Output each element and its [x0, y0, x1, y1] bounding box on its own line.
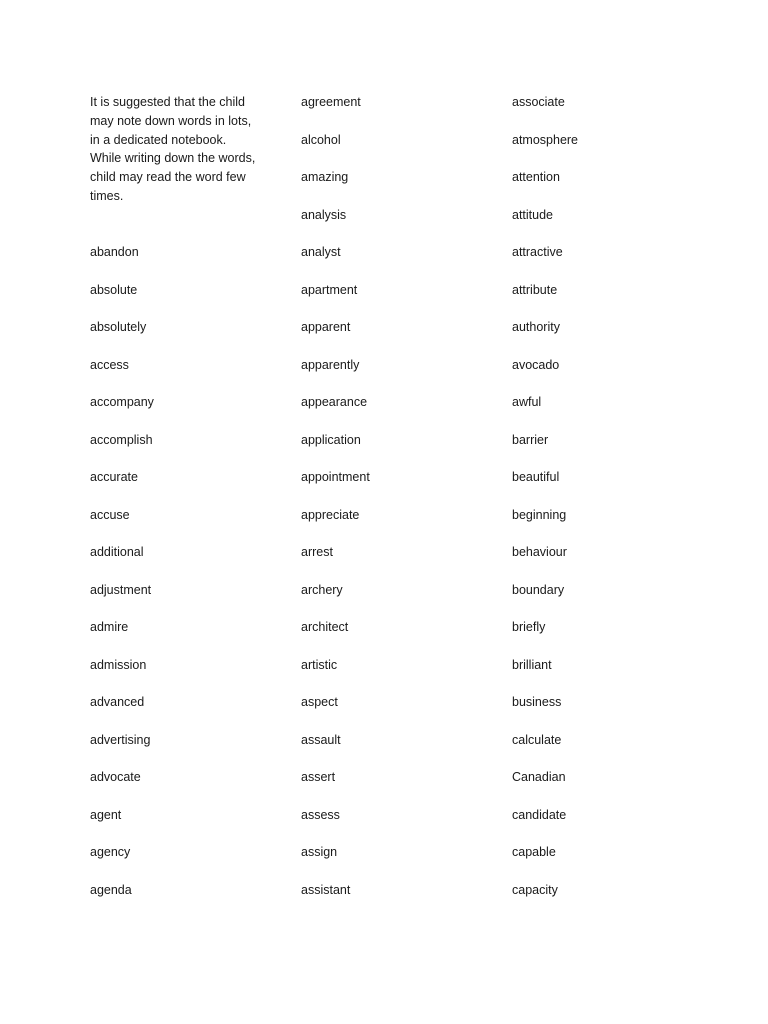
word-item: calculate: [512, 732, 562, 747]
word-item: abandon: [90, 245, 139, 259]
word-item: admire: [90, 620, 129, 634]
word-item: capacity: [512, 882, 558, 897]
word-item: appearance: [301, 395, 368, 409]
word-item: accomplish: [90, 432, 153, 447]
word-item: atmosphere: [512, 132, 579, 147]
word-item: agency: [90, 845, 131, 859]
word-item: apartment: [301, 282, 358, 297]
word-item: accuse: [90, 507, 130, 522]
word-item: artistic: [301, 657, 338, 672]
word-item: additional: [90, 545, 144, 559]
word-item: apparent: [301, 320, 351, 334]
word-item: assistant: [301, 882, 351, 897]
word-item: avocado: [512, 357, 560, 372]
word-item: appreciate: [301, 507, 360, 522]
word-item: assess: [301, 807, 340, 822]
word-item: beginning: [512, 507, 567, 522]
word-item: attitude: [512, 207, 554, 222]
word-item: advocate: [90, 770, 141, 784]
word-item: assign: [301, 845, 338, 859]
word-item: analyst: [301, 245, 341, 259]
word-item: accompany: [90, 395, 154, 409]
word-item: attention: [512, 170, 560, 184]
word-item: agent: [90, 807, 122, 822]
word-item: adjustment: [90, 582, 152, 597]
word-item: aspect: [301, 695, 338, 709]
word-item: capable: [512, 845, 556, 859]
word-item: appointment: [301, 470, 370, 484]
word-item: agenda: [90, 882, 132, 897]
word-item: attractive: [512, 245, 563, 259]
word-item: assault: [301, 732, 341, 747]
word-item: Canadian: [512, 770, 566, 784]
word-item: advertising: [90, 732, 151, 747]
word-item: analysis: [301, 207, 347, 222]
word-item: awful: [512, 395, 542, 409]
word-item: accurate: [90, 470, 138, 484]
word-item: attribute: [512, 282, 558, 297]
word-item: candidate: [512, 807, 567, 822]
word-item: apparently: [301, 357, 360, 372]
word-item: behaviour: [512, 545, 567, 559]
word-item: absolute: [90, 282, 138, 297]
word-item: brilliant: [512, 657, 552, 672]
word-item: archery: [301, 582, 343, 597]
word-item: business: [512, 695, 562, 709]
word-item: assert: [301, 770, 336, 784]
word-item: boundary: [512, 582, 565, 597]
word-item: barrier: [512, 432, 549, 447]
word-item: arrest: [301, 545, 333, 559]
word-item: application: [301, 432, 361, 447]
word-item: agreement: [301, 95, 361, 109]
intro-text: It is suggested that the child may note down words in lots, in a dedicated notebook. While writing down the words, child may read the word few times.: [90, 95, 256, 203]
word-item: absolutely: [90, 320, 147, 334]
word-item: access: [90, 357, 129, 372]
word-item: architect: [301, 620, 349, 634]
word-item: associate: [512, 95, 565, 109]
word-item: beautiful: [512, 470, 560, 484]
word-item: amazing: [301, 170, 349, 184]
word-item: alcohol: [301, 132, 341, 147]
word-item: advanced: [90, 695, 145, 709]
word-item: admission: [90, 657, 147, 672]
word-item: briefly: [512, 620, 546, 634]
word-item: authority: [512, 320, 560, 334]
